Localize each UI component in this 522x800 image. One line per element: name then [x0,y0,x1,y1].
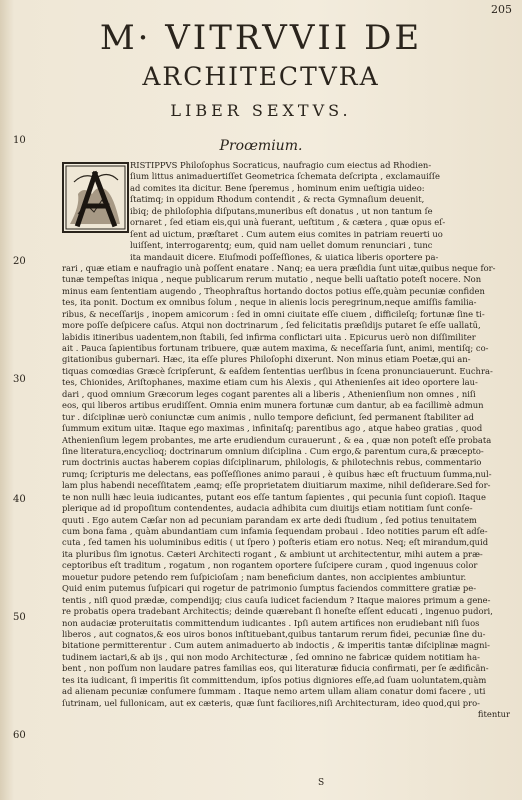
body-text [62,160,510,720]
text-line: ſtatimq; in oppidum Rhodum contendit , & recta Gymnaſium deuenit, [130,194,425,205]
text-line: ceptoribus eſt traditum , rogatum , non rogantem oportere ſuſcipere curam , quod ingenuus color [62,560,478,571]
text-line: tur . diſciplinæ uerò coniunctæ cum animis , nullo tempore deficiunt, ſed permanent ſtabiliter ad [62,411,474,422]
margin-line-number: 10 [13,135,26,146]
margin-line-number: 40 [13,494,26,505]
text-line: Quid enim putemus ſuſpicari qui rogetur de patrimonio ſumptus faciendos committere gratiæ pe- [62,583,477,594]
text-line: non audaciæ proteruitatis committendum iudicantes . Ipſi autem artifices non erudiebant niſi ſuos [62,617,480,628]
text-line: eos, qui liberos artibus erudiſſent. Omnia enim munera fortunæ cum dantur, ab ea facillimè admun [62,400,484,411]
text-line: labidis itineribus uadentem,non ſtabili, ſed infirma conflictari uita . Epicurus uerò non diſſimiliter [62,331,476,342]
text-line: ſent ad uictum, præſtaret . Cum autem eius comites in patriam reuerti uo [130,228,443,239]
text-line: quuti . Ego autem Cæſar non ad pecuniam parandam ex arte dedi ſtudium , ſed potius tenuitatem [62,514,477,525]
text-line: ita mandauit dicere. Eiuſmodi poſſeſſiones, & uiatica liberis oportere pa- [130,251,439,262]
text-line: ornaret , ſed etiam eis,qui unà fuerant, ueſtitum , & cætera , quæ opus eſ- [130,217,446,228]
text-line: ait . Pauca ſapientibus fortunam tribuere, quæ autem maxima, & neceſſaria ſunt, animi, mentiſq; co- [62,343,489,353]
text-line: gitationibus gubernari. Hæc, ita eſſe plures Philoſophi dixerunt. Non minus etiam Poetæ,qui an- [62,354,471,365]
margin-line-number: 50 [13,612,26,623]
text-line: tes, ita ponit. Doctum ex omnibus ſolum , neque in alienis locis peregrinum,neque amiſſis familia- [62,297,477,308]
margin-line-number: 60 [13,730,26,741]
text-line: rum doctrinis auctas haberem copias diſciplinarum, philologis, & philotechnis rebus, commentario [62,457,482,468]
signature-mark: S [318,778,325,788]
book-heading: LIBER SEXTVS. [170,101,352,120]
text-line: luiſſent, interrogarentq; eum, quid nam uellet domum renunciari , tunc [130,240,433,251]
text-line: tes ita iudicant, ſi imperitis ſit committendum, ipſos potius digniores eſſe,ad ſuam uoluntatem,quàm [62,674,487,685]
title-author-line: M· VITRVVII DE [99,18,423,58]
text-line: tentis , niſi quod prædæ, compendijq; cius cauſa iudicet faciendum ? Itaque maiores primum a gene- [62,594,491,605]
text-line: cuta , ſed tamen his uoluminibus editis ( ut ſpero ) poſteris etiam ero notus. Neq; eſt mirandum,quid [62,537,489,548]
text-line: tiquas comœdias Græcè ſcripſerunt, & eaſdem ſententias uerſibus in ſcena pronunciauerunt. Euchra- [62,365,493,376]
text-line: re probatis opera tradebant Architectis; deinde quærebant ſi honeſte eſſent educati , ingenuo pudori, [62,606,493,617]
text-line: plerique ad id propoſitum contendentes, audacia adhibita cum diuitijs etiam notitiam ſunt conſe- [62,503,473,514]
text-line: cum bona fama , quàm abundantiam cum infamia ſequendam probaui . Ideo notities parum eſt adſe- [62,526,488,536]
text-line: tudinem iactari,& ab ijs , qui non modo Architecturæ , ſed omnino ne fabricæ quidem notitiam ha- [62,651,480,662]
text-line: more poſſe deſpicere caſus. Atqui non doctrinarum , ſed felicitatis præſidijs putaret ſe eſſe uallatū, [62,320,481,331]
text-line: ad comites ita dicitur. Bene ſperemus , hominum enim ueſtigia uideo: [130,182,425,193]
text-line: liberos , aut cognatos,& eos uiros bonos inſtituebant,quibus tantarum rerum fidei, pecuniæ ſine du- [62,628,486,639]
text-line: rari , quæ etiam e naufragio unà poſſent enatare . Nanq; ea uera præſidia ſunt uitæ,quibus neque for- [62,262,496,273]
page-number: 205 [491,3,512,16]
text-line: lam plus habendi neceſſitatem ,eamq; eſſe proprietatem diuitiarum maxime, nihil deſiderare.Sed for- [62,480,491,491]
text-line: minus eam ſententiam augendo , Theophraſtus hortando doctos potius eſſe,quàm pecuniæ confiden [62,285,485,296]
section-heading: Proœmium. [219,138,303,154]
text-line: tunæ tempeſtas iniqua , neque publicarum rerum mutatio , neque belli uaſtatio poteſt nocere. Non [62,274,482,285]
text-line: tes, Chionides, Ariſtophanes, maxime etiam cum his Alexis , qui Athenienſes ait ideo oportere lau- [62,377,478,388]
text-line: ſummum exitum uitæ. Itaque ego maximas , infinitaſq; parentibus ago , atque habeo gratias , quod [62,423,483,434]
text-line: ita pluribus ſim ignotus. Cæteri Architecti rogant , & ambiunt ut architectentur, mihi autem a præ- [62,548,483,559]
title-work-line: ARCHITECTVRA [142,62,380,91]
text-line: RISTIPPVS Philoſophus Socraticus, naufragio cum eiectus ad Rhodien- [130,160,432,170]
text-line: ribus, & neceſſarijs , inopem amicorum : ſed in omni ciuitate eſſe ciuem , difficileſq; fortunæ ſine ti- [62,308,485,319]
text-line: te non nulli hæc leuia iudicantes, putant eos eſſe tantum ſapientes , qui pecunia ſunt copioſi. Itaque [62,491,486,502]
text-line: ad alienam pecuniæ conſumere ſummam . Itaque nemo artem ullam aliam conatur domi facere , uti [62,686,486,697]
margin-line-number: 30 [13,374,26,385]
text-line: ſine literatura,encyclioq; doctrinarum omnium diſciplina . Cum ergo,& parentum cura,& præcepto- [62,445,484,456]
text-line: mouetur pudore petendo rem ſuſpicioſam ; nam beneficium dantes, non accipientes ambiuntur. [62,571,467,582]
text-line: Athenienſium legem probantes, me arte erudiendum curauerunt , & ea , quæ non poteſt eſſe probata [62,434,492,445]
margin-line-number: 20 [13,256,26,267]
text-line: ſutrinam, uel fullonicam, aut ex cæteris, quæ ſunt faciliores,niſi Architecturam, ideo quod,qui pro- [62,697,480,708]
text-line: bitatione permitterentur . Cum autem animaduerto ab indoctis , & imperitis tantæ diſciplinæ magni- [62,640,490,651]
text-line: rumq; ſcripturis me delectans, eas poſſeſſiones animo paraui , è quibus hæc eſt fructuum ſumma,nul- [62,468,492,479]
text-line: ibiq; de philoſophia diſputans,muneribus eſt donatus , ut non tantum ſe [130,205,433,216]
text-line: fitentur [477,709,510,719]
text-line: ſium littus animaduertiſſet Geometrica ſchemata deſcripta , exclamauiſſe [130,171,440,182]
text-line: bent , non poſſum non laudare patres familias eos, qui literaturæ fiducia confirmati, per ſe ædificãn- [62,663,489,674]
text-line: dari , quod omnium Græcorum leges cogant parentes ali a liberis , Athenienſium non omnes , niſi [62,388,476,399]
